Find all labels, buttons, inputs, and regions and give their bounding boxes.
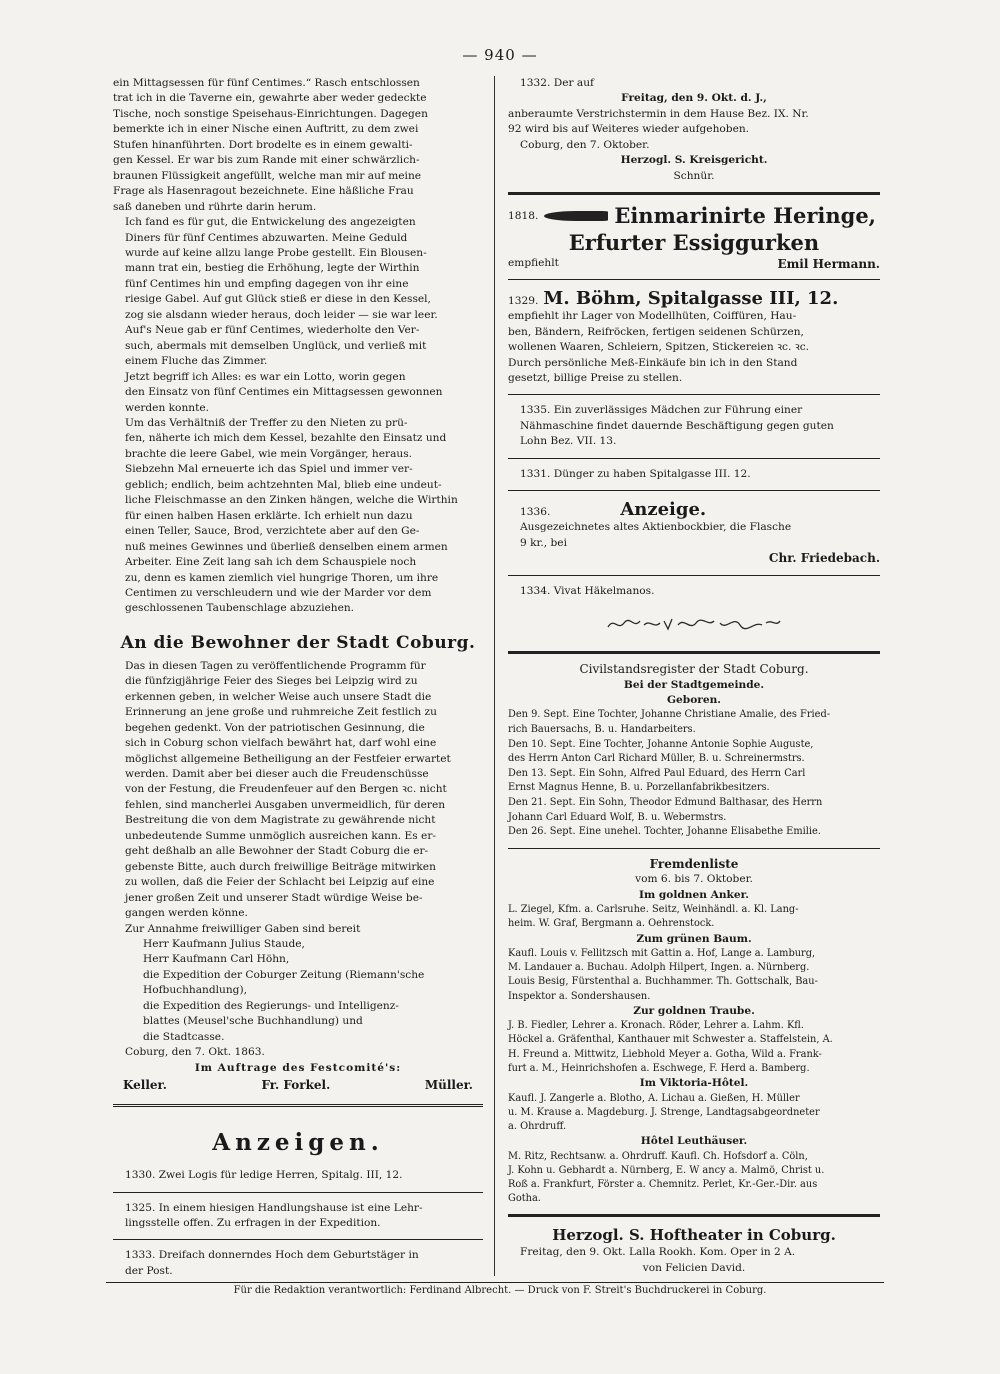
signer-2: Fr. Forkel. [261, 1078, 331, 1093]
text-line: Centimen zu verschleudern und wie der Marder vor dem [125, 586, 432, 599]
text-line: 1335. Ein zuverlässiges Mädchen zur Führung einer [520, 404, 803, 417]
text-line: u. M. Krause a. Magdeburg. J. Strenge, Landtagsabgeordneter [508, 1106, 820, 1118]
ad-1329-text [508, 309, 880, 386]
text-line: Diners für fünf Centimes abzuwarten. Meine Geduld [125, 231, 408, 244]
ad-1818-empfiehlt: empfiehlt [508, 257, 559, 270]
ad-1818 [508, 203, 880, 271]
text-line: Kaufl. J. Zangerle a. Blotho, A. Lichau a. Gießen, H. Müller [508, 1092, 800, 1104]
ad-1336 [508, 499, 880, 566]
text-line: J. B. Fiedler, Lehrer a. Kronach. Röder, Lehrer a. Lahm. Kfl. [508, 1020, 804, 1032]
text-line: unbedeutende Summe unmöglich ausreichen kann. Es er- [125, 829, 436, 842]
handwritten-annotation [604, 611, 784, 637]
text-line: Den 26. Sept. Eine unehel. Tochter, Johanne Elisabethe Emilie. [508, 826, 821, 838]
story-paragraph-2 [113, 215, 483, 370]
divider [508, 490, 880, 491]
text-line: 1333. Dreifach donnerndes Hoch dem Geburtstäger in [125, 1249, 419, 1262]
right-column [508, 76, 880, 1276]
text-line: den Einsatz von fünf Centimes ein Mittagsessen gewonnen [125, 386, 443, 399]
text-line: Durch persönliche Meß-Einkäufe bin ich in den Stand [508, 356, 798, 369]
text-line: Den 10. Sept. Eine Tochter, Johanne Antonie Sophie Auguste, [508, 738, 814, 750]
text-line: Ich fand es für gut, die Entwickelung des angezeigten [125, 216, 416, 229]
footer-rule [106, 1282, 884, 1283]
fremden-section-text [508, 947, 880, 1004]
text-line: 92 wird bis auf Weiteres wieder aufgehoben. [508, 123, 750, 136]
text-line: Kaufl. Louis v. Fellitzsch mit Gattin a. Hof, Lange a. Lamburg, [508, 947, 816, 959]
text-line: fünf Centimes hin und empfing dagegen von ihr eine [125, 277, 409, 290]
text-line: Ausgezeichnetes altes Aktienbockbier, die Flasche [520, 521, 792, 534]
text-line: bemerkte ich in einer Nische einen Auftritt, zu dem zwei [113, 123, 419, 136]
text-line: die Expedition der Coburger Zeitung (Riemann'sche [143, 968, 425, 981]
ad-1336-seller: Chr. Friedebach. [768, 551, 880, 566]
text-line: zu wollen, daß die Feier der Schlacht bei Leipzig auf eine [125, 876, 435, 889]
ad-1336-number: 1336. [520, 506, 551, 519]
ad-1330: 1330. Zwei Logis für ledige Herren, Spitalg. III, 12. [125, 1169, 403, 1182]
text-line: sich in Coburg schon vielfach bewährt hat, darf wohl eine [125, 737, 437, 750]
text-line: Siebzehn Mal erneuerte ich das Spiel und immer ver- [125, 463, 413, 476]
theater-line1: Freitag, den 9. Okt. Lalla Rookh. Kom. Oper in 2 A. [520, 1246, 796, 1259]
story-paragraph-3 [113, 370, 483, 416]
text-line: ein Mittagsessen für fünf Centimes.“ Rasch entschlossen [113, 77, 420, 89]
ad-1332-text [508, 107, 880, 138]
text-line: jener großen Zeit und unserer Stadt würdige Weise be- [125, 891, 423, 904]
text-line: Louis Besig, Fürstenthal a. Buchhammer. Th. Gottschalk, Bau- [508, 976, 818, 988]
text-line: Johann Carl Eduard Wolf, B. u. Webermstrs. [508, 811, 727, 823]
ad-1332-number: 1332. Der auf [520, 77, 594, 89]
text-line: Auf's Neue gab er fünf Centimes, wiederholte den Ver- [125, 324, 420, 337]
text-line: Den 9. Sept. Eine Tochter, Johanne Christiane Amalie, des Fried- [508, 709, 831, 721]
signer-3: Müller. [424, 1078, 473, 1093]
ad-1336-title: Anzeige. [620, 499, 707, 521]
text-line: einem Fluche das Zimmer. [125, 355, 268, 368]
text-line: Jetzt begriff ich Alles: es war ein Lotto, worin gegen [125, 370, 406, 383]
double-rule [113, 1104, 483, 1107]
civil-entries [508, 708, 880, 839]
text-line: trat ich in die Taverne ein, gewahrte aber weder gedeckte [113, 92, 427, 105]
text-line: 9 kr., bei [520, 536, 567, 549]
text-line: Arbeiter. Eine Zeit lang sah ich dem Schauspiele noch [125, 556, 417, 569]
theater-line2: von Felicien David. [642, 1261, 746, 1274]
text-line: Herr Kaufmann Carl Höhn, [143, 953, 290, 966]
text-line: liche Fleischmasse an den Zinken hängen, welche die Wirthin [125, 494, 458, 507]
text-line: Lohn Bez. VII. 13. [520, 435, 617, 448]
civil-register [508, 662, 880, 840]
text-line: möglichst allgemeine Betheiligung an der Festfeier erwartet [125, 752, 451, 765]
fremden-section-heading: Hôtel Leuthäuser. [640, 1135, 748, 1148]
text-line: J. Kohn u. Gebhardt a. Nürnberg, E. W ancy a. Malmö, Christ u. [508, 1164, 825, 1176]
text-line: fehlen, sind mancherlei Ausgaben unvermeidlich, für deren [125, 798, 446, 811]
text-line: Bestreitung die von dem Magistrate zu gewährende nicht [125, 814, 436, 827]
text-line: 1325. In einem hiesigen Handlungshause ist eine Lehr- [125, 1201, 423, 1214]
text-line: Höckel a. Gräfenthal, Kanthauer mit Schwester a. Staffelstein, A. [508, 1034, 833, 1046]
text-line: Tische, noch sonstige Speisehaus-Einrichtungen. Dagegen [113, 107, 428, 120]
ad-1818-line1: Einmarinirte Heringe, [614, 203, 876, 229]
column-divider [494, 76, 495, 1276]
ad-1818-line2: Erfurter Essiggurken [568, 230, 820, 256]
text-line: L. Ziegel, Kfm. a. Carlsruhe. Seitz, Weinhändl. a. Kl. Lang- [508, 904, 799, 916]
text-line: zog sie alsdann wieder heraus, doch leider — sie war leer. [125, 308, 438, 321]
divider [508, 848, 880, 849]
fremden-section-text [508, 1150, 880, 1207]
appeal-heading: An die Bewohner der Stadt Coburg. [120, 632, 476, 653]
imprint-footer: Für die Redaktion verantwortlich: Ferdinand Albrecht. — Druck von F. Streit's Buchdruckerei in Coburg. [233, 1285, 767, 1296]
annahme-line: Zur Annahme freiwilliger Gaben sind bereit [125, 922, 361, 935]
fremden-section-text [508, 903, 880, 931]
ad-1818-seller: Emil Hermann. [777, 257, 880, 272]
text-line: für einen halben Hasen erklärte. Ich erhielt nun dazu [125, 509, 413, 522]
fremden-sections [508, 888, 880, 1207]
text-line: such, abermals mit demselben Unglück, und verließ mit [125, 339, 427, 352]
text-line: furt a. M., Heinrichshofen a. Eschwege, F. Herd a. Bamberg. [508, 1062, 810, 1074]
text-line: M. Ritz, Rechtsanw. a. Ohrdruff. Kaufl. Ch. Hofsdorf a. Cöln, [508, 1150, 808, 1162]
divider [508, 394, 880, 395]
fremden-section-text [508, 1019, 880, 1076]
text-line: von der Festung, die Freudenfeuer auf den Bergen ꝛc. nicht [125, 783, 447, 796]
ad-1334: 1334. Vivat Häkelmanos. [520, 584, 655, 597]
civil-sub1: Bei der Stadtgemeinde. [623, 678, 765, 691]
text-line: a. Ohrdruff. [508, 1120, 567, 1132]
text-line: gebenste Bitte, auch durch freiwillige Beiträge mitwirken [125, 860, 436, 873]
theater-title: Herzogl. S. Hoftheater in Coburg. [552, 1226, 836, 1245]
anzeigen-heading: Anzeigen. [212, 1129, 384, 1157]
text-line: Um das Verhältniß der Treffer zu den Nieten zu prü- [125, 416, 408, 429]
text-line: M. Landauer a. Buchau. Adolph Hilpert, Ingen. a. Nürnberg. [508, 962, 810, 974]
text-line: begehen gedenkt. Von der patriotischen Gesinnung, die [125, 721, 425, 734]
text-line: einen Teller, Sauce, Brod, verzichtete aber auf den Ge- [125, 525, 420, 538]
ad-1336-text [508, 520, 880, 551]
fremdenliste [508, 857, 880, 1207]
collector-persons [113, 937, 483, 968]
divider [508, 279, 880, 280]
text-line: Stufen hinanführten. Dort brodelte es in einem gewalti- [113, 138, 413, 151]
divider [508, 192, 880, 195]
text-line: geht deßhalb an alle Bewohner der Stadt Coburg die er- [125, 845, 429, 858]
text-line: werden konnte. [125, 401, 209, 414]
text-line: nuß meines Gewinnes und überließ denselben einem armen [125, 540, 448, 553]
text-line: zu, denn es kamen ziemlich viel hungrige Thoren, um ihre [125, 571, 439, 584]
text-line: mann trat ein, bestieg die Erhöhung, legte der Wirthin [125, 262, 420, 275]
divider [508, 458, 880, 459]
text-line: Inspektor a. Sondershausen. [508, 990, 651, 1002]
fremden-section-heading: Zur goldnen Traube. [633, 1004, 755, 1017]
text-line: blattes (Meusel'sche Buchhandlung) und [143, 1015, 363, 1028]
text-line: Erinnerung an jene große und ruhmreiche Zeit festlich zu [125, 706, 437, 719]
ad-1329-number: 1329. [508, 295, 539, 308]
text-line: ben, Bändern, Reifröcken, fertigen seidenen Schürzen, [508, 325, 804, 338]
appeal-date: Coburg, den 7. Okt. 1863. [125, 1046, 265, 1059]
text-line: wurde auf keine allzu lange Probe gestellt. Ein Blousen- [125, 246, 427, 259]
divider [508, 575, 880, 576]
fremden-section-heading: Im goldnen Anker. [639, 888, 749, 901]
ad-1333 [113, 1248, 483, 1279]
text-line: geblich; endlich, beim achtzehnten Mal, blieb eine undeut- [125, 478, 442, 491]
text-line: Gotha. [508, 1193, 541, 1205]
text-line: werden. Damit aber bei dieser auch die Freudenschüsse [125, 768, 429, 781]
theater-notice [508, 1225, 880, 1276]
fremden-section-text [508, 1092, 880, 1135]
collector-expeditions [113, 968, 483, 1045]
text-line: Herr Kaufmann Julius Staude, [143, 938, 305, 951]
text-line: die fünfzigjährige Feier des Sieges bei Leipzig wird zu [125, 675, 418, 688]
ad-1331: 1331. Dünger zu haben Spitalgasse III. 12. [520, 467, 751, 480]
civil-title: Civilstandsregister der Stadt Coburg. [579, 662, 809, 677]
ad-1332-place: Coburg, den 7. Oktober. [520, 138, 650, 151]
text-line: Roß a. Frankfurt, Förster a. Chemnitz. Perlet, Kr.-Ger.-Dir. aus [508, 1178, 818, 1190]
text-line: riesige Gabel. Auf gut Glück stieß er diese in den Kessel, [125, 293, 431, 306]
text-line: die Stadtcasse. [143, 1030, 225, 1043]
story-paragraph-1 [113, 76, 483, 215]
story-paragraph-4 [113, 416, 483, 617]
left-column [113, 76, 483, 1279]
ad-1329-title: M. Böhm, Spitalgasse III, 12. [543, 288, 839, 310]
text-line: die Expedition des Regierungs- und Intelligenz- [143, 999, 399, 1012]
signers-row [113, 1078, 483, 1092]
text-line: H. Freund a. Mittwitz, Liebhold Meyer a. Gotha, Wild a. Frank- [508, 1048, 822, 1060]
ad-1329 [508, 288, 880, 386]
ad-1332-court: Herzogl. S. Kreisgericht. [620, 154, 768, 167]
ad-1335 [508, 403, 880, 449]
text-line: wollenen Waaren, Schleiern, Spitzen, Stickereien ꝛc. ꝛc. [508, 341, 810, 354]
divider [508, 651, 880, 654]
text-line: gesetzt, billige Preise zu stellen. [508, 371, 683, 384]
text-line: saß daneben und rührte darin herum. [113, 200, 317, 213]
fremden-range: vom 6. bis 7. Oktober. [635, 873, 753, 886]
festcomite-line: Im Auftrage des Festcomité's: [194, 1061, 402, 1074]
text-line: heim. W. Graf, Bergmann a. Oehrenstock. [508, 918, 715, 930]
herring-icon [544, 211, 608, 221]
fremden-section-heading: Im Viktoria-Hôtel. [639, 1077, 749, 1090]
fremden-title: Fremdenliste [649, 856, 739, 871]
divider [113, 1239, 483, 1240]
text-line: fen, näherte ich mich dem Kessel, bezahlte den Einsatz und [125, 432, 447, 445]
divider [113, 1192, 483, 1193]
text-line: Ernst Magnus Henne, B. u. Porzellanfabrikbesitzers. [508, 782, 770, 794]
text-line: braunen Flüssigkeit angefüllt, welche man mir auf meine [113, 169, 422, 182]
signer-1: Keller. [123, 1078, 167, 1093]
ad-1332-date: Freitag, den 9. Okt. d. J., [621, 92, 767, 105]
text-line: lingsstelle offen. Zu erfragen in der Expedition. [125, 1217, 381, 1229]
ad-1332-signer: Schnür. [673, 169, 715, 182]
text-line: des Herrn Anton Carl Richard Müller, B. u. Schreinermstrs. [508, 753, 805, 765]
text-line: Nähmaschine findet dauernde Beschäftigung gegen guten [520, 419, 834, 432]
appeal-paragraph [113, 659, 483, 922]
text-line: Den 21. Sept. Ein Sohn, Theodor Edmund Balthasar, des Herrn [508, 796, 823, 808]
text-line: erkennen geben, in welcher Weise auch unsere Stadt die [125, 690, 432, 703]
text-line: Frage als Hasenragout bezeichnete. Eine häßliche Frau [113, 185, 414, 198]
divider [508, 1214, 880, 1217]
text-line: gangen werden könne. [125, 907, 248, 920]
text-line: rich Bauersachs, B. u. Handarbeiters. [508, 724, 696, 736]
civil-sub2: Geboren. [667, 693, 721, 706]
text-line: brachte die leere Gabel, wie mein Vorgänger, heraus. [125, 447, 413, 460]
text-line: Hofbuchhandlung), [143, 984, 247, 997]
ad-1325 [113, 1201, 483, 1232]
page-number: — 940 — [462, 46, 538, 64]
fremden-section-heading: Zum grünen Baum. [636, 932, 752, 945]
text-line: Das in diesen Tagen zu veröffentlichende Programm für [125, 659, 426, 672]
text-line: empfiehlt ihr Lager von Modellhüten, Coiffüren, Hau- [508, 310, 797, 323]
ad-1818-number: 1818. [508, 209, 539, 222]
text-line: anberaumte Verstrichstermin in dem Hause Bez. IX. Nr. [508, 107, 809, 120]
text-line: der Post. [125, 1264, 173, 1277]
text-line: geschlossenen Taubenschlage abzuziehen. [125, 602, 355, 615]
text-line: gen Kessel. Er war bis zum Rande mit einer schwärzlich- [113, 154, 420, 167]
text-line: Den 13. Sept. Ein Sohn, Alfred Paul Eduard, des Herrn Carl [508, 767, 806, 779]
